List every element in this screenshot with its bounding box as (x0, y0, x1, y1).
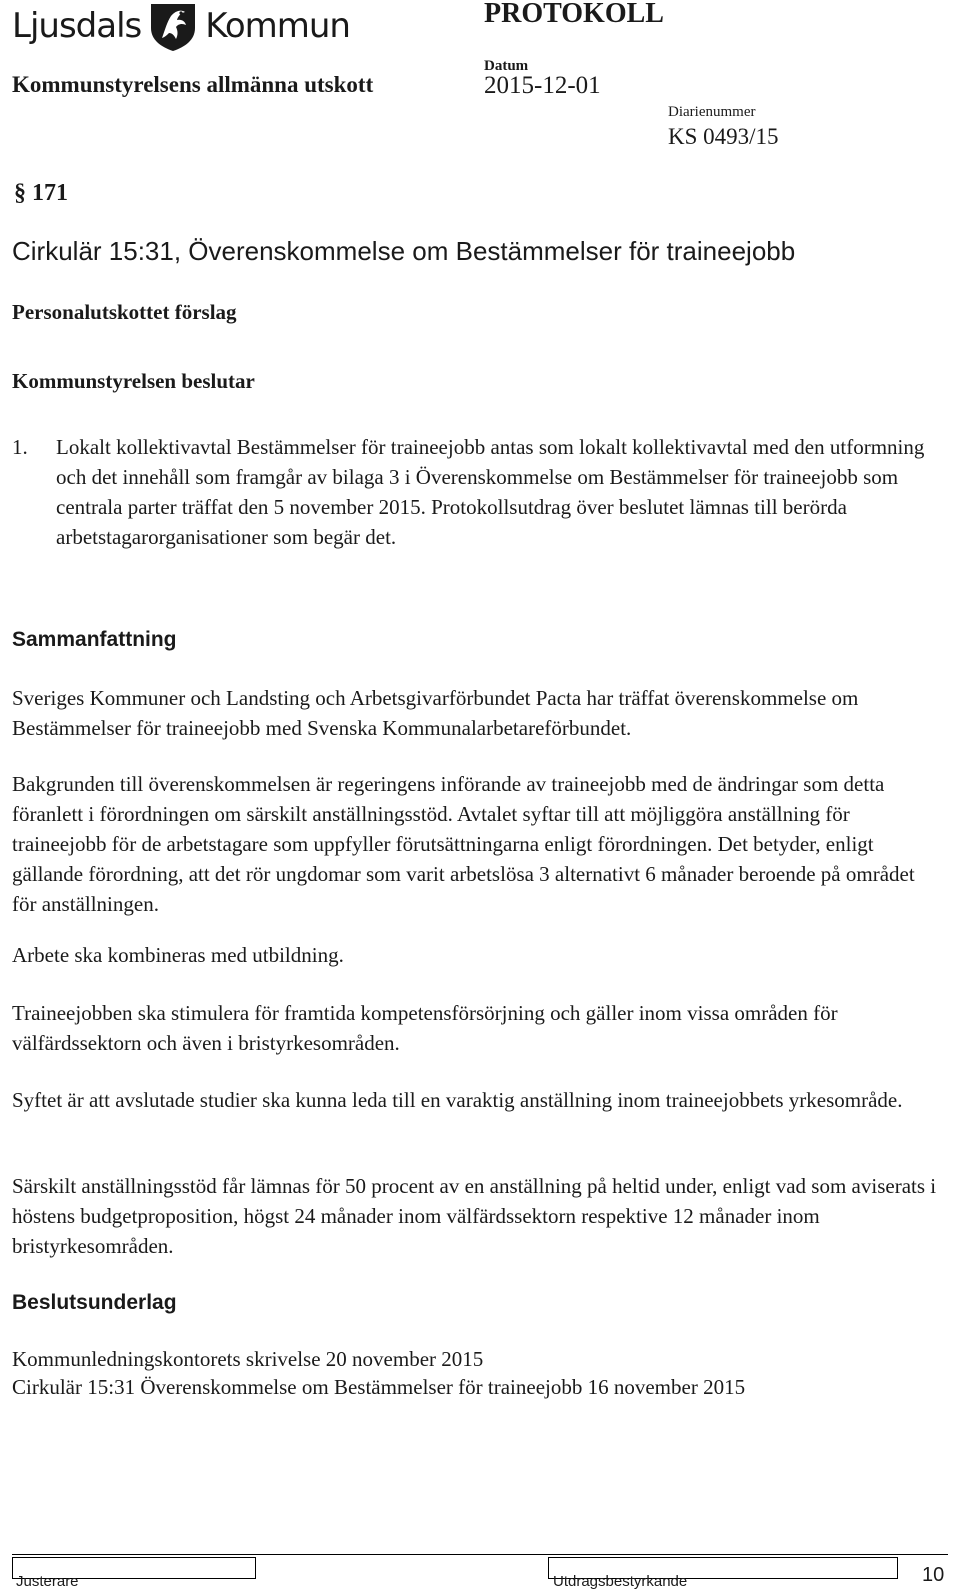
logo-word-left: Ljusdals (12, 6, 142, 46)
date-value: 2015-12-01 (484, 72, 601, 99)
logo-word-right: Kommun (205, 6, 350, 46)
summary-heading: Sammanfattning (12, 628, 177, 651)
page-title: Cirkulär 15:31, Överenskommelse om Bestämmelser för traineejobb (12, 236, 796, 266)
registration-number: KS 0493/15 (668, 124, 779, 149)
proposal-heading: Personalutskottet förslag (12, 300, 237, 324)
paragraph-number: § 171 (14, 180, 68, 206)
municipality-logo (12, 0, 350, 52)
basis-item: Kommunledningskontorets skrivelse 20 november 2015 (12, 1347, 484, 1371)
utdragsbestyrkande-label: Utdragsbestyrkande (553, 1573, 688, 1590)
decision-heading: Kommunstyrelsen beslutar (12, 369, 255, 393)
summary-paragraph: Sveriges Kommuner och Landsting och Arbetsgivarförbundet Pacta har träffat överenskommelse om Bestämmelser för traineejobb med Svenska Kommunalarbetareförbundet. (12, 686, 859, 740)
page-number: 10 (922, 1564, 945, 1586)
coat-of-arms-icon (145, 0, 201, 52)
summary-paragraph: Syftet är att avslutade studier ska kunna leda till en varaktig anställning inom traineejobbets yrkesområde. (12, 1088, 903, 1112)
basis-list (12, 1345, 745, 1401)
basis-item: Cirkulär 15:31 Överenskommelse om Bestämmelser för traineejobb 16 november 2015 (12, 1375, 746, 1399)
footer-divider (12, 1554, 948, 1555)
decision-number: 1. (12, 435, 28, 459)
date-label: Datum (484, 58, 529, 74)
justerare-label: Justerare (16, 1573, 79, 1590)
registration-label: Diarienummer (668, 104, 756, 120)
summary-paragraph: Traineejobben ska stimulera för framtida kompetensförsörjning och gäller inom vissa områden för välfärdssektorn och även i bristyrkesområden. (12, 1001, 838, 1055)
decision-text: Lokalt kollektivavtal Bestämmelser för traineejobb antas som lokalt kollektivavtal med den utformning och det innehåll som framgår av bilaga 3 i Överenskommelse om Bestämmelser för traineejobb som centrala parter träffat den 5 november 2015. Protokollsutdrag över beslutet lämnas till berörda arbetstagarorganisationer som begär det. (56, 435, 925, 549)
committee-name: Kommunstyrelsens allmänna utskott (12, 72, 374, 97)
summary-paragraph: Särskilt anställningsstöd får lämnas för 50 procent av en anställning på heltid under, enligt vad som aviserats i höstens budgetproposition, högst 24 månader inom välfärdssektorn respektive 12 månader inom bristyrkesområden. (12, 1174, 937, 1258)
summary-paragraph: Bakgrunden till överenskommelsen är regeringens införande av traineejobb med de ändringar som detta föranlett i förordningen om särskilt anställningsstöd. Avtalet syftar till att möjliggöra anställning för traineejobb för de arbetstagare som uppfyller förutsättningarna enligt förordningen. Det betyder, enligt gällande förordning, att det rör ungdomar som varit arbetslösa 3 alternativt 6 månader beroende på området för anställningen. (12, 772, 915, 916)
decision-item (12, 432, 947, 552)
document-type: PROTOKOLL (484, 0, 664, 29)
basis-heading: Beslutsunderlag (12, 1291, 177, 1314)
summary-paragraph: Arbete ska kombineras med utbildning. (12, 943, 344, 967)
